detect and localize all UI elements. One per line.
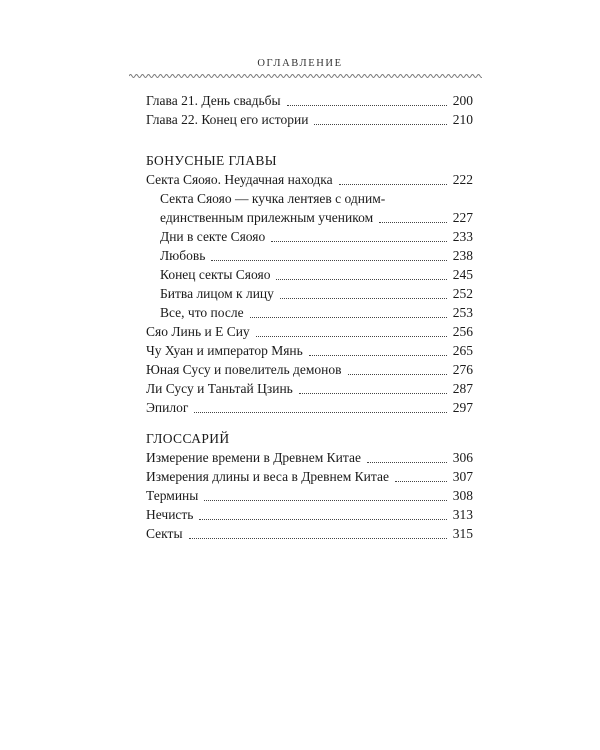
toc-subentry[interactable] [146,303,473,322]
dot-leader [256,331,447,337]
toc-entry-title: Измерение времени в Древнем Китае [146,450,361,465]
dot-leader [276,274,446,280]
toc-entry-title: Конец секты Сяояо [160,267,271,282]
toc-subentry[interactable] [146,265,473,284]
dot-leader [367,457,447,463]
toc-entry[interactable] [146,448,473,467]
bonus-section [146,151,473,417]
toc-entry-page: 265 [452,343,473,358]
toc-entry-page: 252 [452,286,473,301]
dot-leader [211,255,446,261]
toc-entry-page: 287 [452,381,473,396]
dot-leader [199,514,446,520]
toc-entry-page: 233 [452,229,473,244]
toc-entry-title: Битва лицом к лицу [160,286,274,301]
toc-subentry[interactable] [146,246,473,265]
dot-leader [348,369,447,375]
toc-entry-title: Ли Сусу и Таньтай Цзинь [146,381,293,396]
toc-entry-title: Измерения длины и веса в Древнем Китае [146,469,389,484]
toc-entry[interactable] [146,379,473,398]
dot-leader [204,495,446,501]
dot-leader [309,350,447,356]
toc-entry[interactable] [146,170,473,189]
dot-leader [339,179,447,185]
toc-entry-title-line1[interactable]: Секта Сяояо — кучка лентяев с одним- [160,191,386,206]
toc-entry[interactable] [146,208,473,227]
toc-entry-page: 245 [452,267,473,282]
section-heading-glossary: ГЛОССАРИЙ [146,431,230,446]
toc-entry-page: 307 [452,469,473,484]
toc-entry-title: Эпилог [146,400,189,415]
toc-entry-title: Сяо Линь и Е Сиу [146,324,250,339]
toc-entry[interactable] [146,91,473,110]
toc-entry-title: Все, что после [160,305,244,320]
toc-entry[interactable] [146,505,473,524]
toc-entry[interactable] [146,467,473,486]
dot-leader [280,293,447,299]
dot-leader [271,236,447,242]
decorative-wave-divider [129,72,482,80]
toc-entry-title: Дни в секте Сяояо [160,229,266,244]
toc-entry-page: 256 [452,324,473,339]
toc-entry[interactable] [146,398,473,417]
toc-entry[interactable] [146,524,473,543]
toc-entry-title: Секты [146,526,183,541]
section-heading-bonus: БОНУСНЫЕ ГЛАВЫ [146,153,277,168]
toc-entry-page: 276 [452,362,473,377]
toc-entry[interactable] [146,322,473,341]
toc-entry-title: Любовь [160,248,206,263]
toc-entry-title: Термины [146,488,199,503]
toc-entry[interactable] [146,110,473,129]
toc-subentry[interactable] [146,227,473,246]
toc-entry[interactable] [146,341,473,360]
toc-entry-page: 227 [452,210,473,225]
toc-entry-page: 315 [452,526,473,541]
toc-entry-title: Юная Сусу и повелитель демонов [146,362,342,377]
toc-entry-title: Секта Сяояо. Неудачная находка [146,172,333,187]
dot-leader [379,217,447,223]
toc-entry-page: 210 [452,112,473,127]
toc-entry-page: 238 [452,248,473,263]
dot-leader [314,119,446,125]
dot-leader [287,100,447,106]
toc-entry-title: Чу Хуан и император Мянь [146,343,303,358]
toc-entry[interactable] [146,360,473,379]
toc-entry-page: 297 [452,400,473,415]
dot-leader [194,407,446,413]
dot-leader [395,476,447,482]
toc-entry-title: Нечисть [146,507,194,522]
toc-entry-title-line2: единственным прилежным учеником [160,210,374,225]
toc-entry-page: 200 [452,93,473,108]
toc-entry-page: 253 [452,305,473,320]
glossary-section [146,429,473,543]
toc-entry-page: 306 [452,450,473,465]
toc-entry[interactable] [146,486,473,505]
toc-subentry[interactable] [146,284,473,303]
toc-entry-page: 308 [452,488,473,503]
dot-leader [299,388,447,394]
toc-entry-page: 313 [452,507,473,522]
dot-leader [189,533,447,539]
running-head-title: ОГЛАВЛЕНИЕ [257,58,343,69]
chapter-list [146,91,473,129]
toc-entry-page: 222 [452,172,473,187]
toc-entry-title: Глава 22. Конец его истории [146,112,309,127]
toc-entry-title: Глава 21. День свадьбы [146,93,281,108]
dot-leader [250,312,447,318]
